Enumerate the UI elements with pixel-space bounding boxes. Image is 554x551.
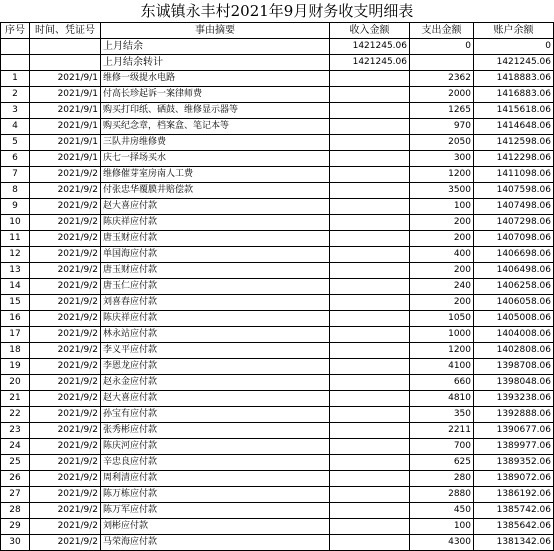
row-balance-cell: 1398048.06	[474, 375, 554, 391]
row-no-cell: 23	[1, 423, 30, 439]
row-balance-cell: 1406498.06	[474, 263, 554, 279]
row-expense-cell: 625	[410, 455, 474, 471]
row-no-cell: 6	[1, 151, 30, 167]
row-date-cell: 2021/9/2	[30, 311, 101, 327]
row-date-cell: 2021/9/2	[30, 487, 101, 503]
row-desc-cell: 辛忠良应付款	[101, 455, 330, 471]
row-desc-cell: 李恩龙应付款	[101, 359, 330, 375]
row-date-cell: 2021/9/1	[30, 103, 101, 119]
row-no-cell: 21	[1, 391, 30, 407]
row-desc-cell: 陈庆河应付款	[101, 439, 330, 455]
row-date-cell: 2021/9/2	[30, 183, 101, 199]
row-no-cell: 7	[1, 167, 30, 183]
row-no-cell: 26	[1, 471, 30, 487]
row-expense-cell: 2880	[410, 487, 474, 503]
row-no-cell: 3	[1, 103, 30, 119]
row-desc-cell: 周利清应付款	[101, 471, 330, 487]
row-balance-cell: 1406058.06	[474, 295, 554, 311]
table-row	[1, 487, 554, 503]
summary-row	[1, 39, 554, 55]
row-desc-cell: 陈庆祥应付款	[101, 215, 330, 231]
summary-expense-cell	[410, 55, 474, 71]
table-row	[1, 375, 554, 391]
row-desc-cell: 林永站应付款	[101, 327, 330, 343]
row-desc-cell: 赵大喜应付款	[101, 391, 330, 407]
row-no-cell: 14	[1, 279, 30, 295]
row-no-cell: 9	[1, 199, 30, 215]
row-expense-cell: 4300	[410, 535, 474, 551]
table-row	[1, 439, 554, 455]
row-balance-cell: 1407498.06	[474, 199, 554, 215]
table-row	[1, 423, 554, 439]
row-balance-cell: 1398708.06	[474, 359, 554, 375]
row-expense-cell: 4810	[410, 391, 474, 407]
row-expense-cell: 1000	[410, 327, 474, 343]
row-date-cell: 2021/9/2	[30, 247, 101, 263]
summary-date-cell	[30, 55, 101, 71]
row-date-cell: 2021/9/2	[30, 391, 101, 407]
row-date-cell: 2021/9/2	[30, 423, 101, 439]
row-no-cell: 15	[1, 295, 30, 311]
row-date-cell: 2021/9/2	[30, 471, 101, 487]
row-income-cell	[330, 103, 410, 119]
page-title: 东诚镇永丰村2021年9月财务收支明细表	[140, 2, 414, 20]
row-expense-cell: 2362	[410, 71, 474, 87]
row-no-cell: 4	[1, 119, 30, 135]
row-income-cell	[330, 87, 410, 103]
summary-row	[1, 55, 554, 71]
row-desc-cell: 庆七一择场买水	[101, 151, 330, 167]
row-expense-cell: 100	[410, 519, 474, 535]
row-no-cell: 30	[1, 535, 30, 551]
row-date-cell: 2021/9/2	[30, 503, 101, 519]
row-desc-cell: 孙宝有应付款	[101, 407, 330, 423]
summary-desc-cell: 上月结余	[101, 39, 330, 55]
row-no-cell: 18	[1, 343, 30, 359]
row-income-cell	[330, 359, 410, 375]
row-income-cell	[330, 503, 410, 519]
summary-date-cell	[30, 39, 101, 55]
row-income-cell	[330, 71, 410, 87]
row-no-cell: 13	[1, 263, 30, 279]
row-income-cell	[330, 247, 410, 263]
row-no-cell: 19	[1, 359, 30, 375]
summary-expense-cell: 0	[410, 39, 474, 55]
row-balance-cell: 1416883.06	[474, 87, 554, 103]
row-expense-cell: 240	[410, 279, 474, 295]
header-desc: 事由摘要	[101, 23, 330, 39]
row-date-cell: 2021/9/2	[30, 439, 101, 455]
summary-desc-cell: 上月结余转计	[101, 55, 330, 71]
row-desc-cell: 单国海应付款	[101, 247, 330, 263]
row-income-cell	[330, 487, 410, 503]
row-date-cell: 2021/9/2	[30, 231, 101, 247]
ledger-body	[1, 39, 554, 551]
row-income-cell	[330, 151, 410, 167]
row-desc-cell: 陈庆祥应付款	[101, 311, 330, 327]
row-no-cell: 27	[1, 487, 30, 503]
row-expense-cell: 4100	[410, 359, 474, 375]
table-row	[1, 519, 554, 535]
table-row	[1, 71, 554, 87]
row-income-cell	[330, 391, 410, 407]
row-balance-cell: 1405008.06	[474, 311, 554, 327]
row-desc-cell: 张秀彬应付款	[101, 423, 330, 439]
header-row	[1, 23, 554, 39]
row-expense-cell: 2211	[410, 423, 474, 439]
row-income-cell	[330, 279, 410, 295]
row-balance-cell: 1393238.06	[474, 391, 554, 407]
header-income: 收入金额	[330, 23, 410, 39]
row-expense-cell: 200	[410, 263, 474, 279]
table-row	[1, 231, 554, 247]
row-balance-cell: 1411098.06	[474, 167, 554, 183]
ledger-table	[0, 22, 554, 551]
row-date-cell: 2021/9/1	[30, 135, 101, 151]
row-desc-cell: 唐玉仁应付款	[101, 279, 330, 295]
row-expense-cell: 1265	[410, 103, 474, 119]
summary-income-cell: 1421245.06	[330, 39, 410, 55]
row-balance-cell: 1386192.06	[474, 487, 554, 503]
summary-balance-cell: 0	[474, 39, 554, 55]
row-no-cell: 12	[1, 247, 30, 263]
row-income-cell	[330, 135, 410, 151]
row-desc-cell: 付高长珍起诉一案律师费	[101, 87, 330, 103]
row-income-cell	[330, 327, 410, 343]
row-desc-cell: 购买纪念章，档案盒、笔记本等	[101, 119, 330, 135]
summary-balance-cell: 1421245.06	[474, 55, 554, 71]
row-desc-cell: 刘喜春应付款	[101, 295, 330, 311]
row-balance-cell: 1407098.06	[474, 231, 554, 247]
row-desc-cell: 赵大喜应付款	[101, 199, 330, 215]
table-row	[1, 535, 554, 551]
row-expense-cell: 970	[410, 119, 474, 135]
row-expense-cell: 200	[410, 231, 474, 247]
row-no-cell: 29	[1, 519, 30, 535]
header-expense: 支出金额	[410, 23, 474, 39]
row-date-cell: 2021/9/2	[30, 327, 101, 343]
row-balance-cell: 1390677.06	[474, 423, 554, 439]
header-date: 时间、凭证号	[30, 23, 101, 39]
row-income-cell	[330, 343, 410, 359]
row-date-cell: 2021/9/2	[30, 359, 101, 375]
table-row	[1, 343, 554, 359]
summary-no-cell	[1, 55, 30, 71]
row-income-cell	[330, 407, 410, 423]
row-expense-cell: 2000	[410, 87, 474, 103]
row-expense-cell: 450	[410, 503, 474, 519]
row-no-cell: 8	[1, 183, 30, 199]
row-expense-cell: 280	[410, 471, 474, 487]
row-income-cell	[330, 471, 410, 487]
row-income-cell	[330, 423, 410, 439]
row-expense-cell: 350	[410, 407, 474, 423]
table-row	[1, 407, 554, 423]
row-date-cell: 2021/9/2	[30, 279, 101, 295]
table-row	[1, 503, 554, 519]
row-desc-cell: 马荣海应付款	[101, 535, 330, 551]
row-expense-cell: 200	[410, 295, 474, 311]
row-expense-cell: 700	[410, 439, 474, 455]
row-desc-cell: 维修一级提水电路	[101, 71, 330, 87]
row-no-cell: 1	[1, 71, 30, 87]
row-no-cell: 20	[1, 375, 30, 391]
row-expense-cell: 1050	[410, 311, 474, 327]
table-row	[1, 167, 554, 183]
row-date-cell: 2021/9/2	[30, 375, 101, 391]
row-date-cell: 2021/9/2	[30, 295, 101, 311]
row-income-cell	[330, 311, 410, 327]
table-row	[1, 151, 554, 167]
table-row	[1, 183, 554, 199]
table-row	[1, 359, 554, 375]
row-no-cell: 10	[1, 215, 30, 231]
row-income-cell	[330, 183, 410, 199]
row-date-cell: 2021/9/2	[30, 343, 101, 359]
row-balance-cell: 1385642.06	[474, 519, 554, 535]
row-balance-cell: 1412298.06	[474, 151, 554, 167]
row-balance-cell: 1418883.06	[474, 71, 554, 87]
row-balance-cell: 1407298.06	[474, 215, 554, 231]
row-no-cell: 24	[1, 439, 30, 455]
row-date-cell: 2021/9/2	[30, 455, 101, 471]
row-income-cell	[330, 519, 410, 535]
row-balance-cell: 1406258.06	[474, 279, 554, 295]
row-date-cell: 2021/9/1	[30, 119, 101, 135]
row-no-cell: 28	[1, 503, 30, 519]
header-no: 序号	[1, 23, 30, 39]
table-row	[1, 87, 554, 103]
row-income-cell	[330, 455, 410, 471]
row-balance-cell: 1412598.06	[474, 135, 554, 151]
row-expense-cell: 1200	[410, 343, 474, 359]
row-date-cell: 2021/9/2	[30, 199, 101, 215]
row-date-cell: 2021/9/1	[30, 71, 101, 87]
row-income-cell	[330, 535, 410, 551]
row-balance-cell: 1415618.06	[474, 103, 554, 119]
row-expense-cell: 2050	[410, 135, 474, 151]
table-row	[1, 247, 554, 263]
row-no-cell: 22	[1, 407, 30, 423]
row-no-cell: 17	[1, 327, 30, 343]
table-row	[1, 199, 554, 215]
row-expense-cell: 400	[410, 247, 474, 263]
row-balance-cell: 1389977.06	[474, 439, 554, 455]
row-income-cell	[330, 263, 410, 279]
row-balance-cell: 1392888.06	[474, 407, 554, 423]
row-date-cell: 2021/9/2	[30, 263, 101, 279]
row-date-cell: 2021/9/2	[30, 519, 101, 535]
row-date-cell: 2021/9/1	[30, 151, 101, 167]
row-desc-cell: 购买打印纸、硒鼓、维修显示器等	[101, 103, 330, 119]
row-expense-cell: 200	[410, 215, 474, 231]
row-expense-cell: 300	[410, 151, 474, 167]
summary-no-cell	[1, 39, 30, 55]
table-row	[1, 327, 554, 343]
row-no-cell: 16	[1, 311, 30, 327]
row-desc-cell: 付张忠华覆膜井赔偿款	[101, 183, 330, 199]
row-income-cell	[330, 199, 410, 215]
row-expense-cell: 100	[410, 199, 474, 215]
row-expense-cell: 3500	[410, 183, 474, 199]
row-desc-cell: 唐玉财应付款	[101, 231, 330, 247]
row-balance-cell: 1407598.06	[474, 183, 554, 199]
table-row	[1, 135, 554, 151]
row-no-cell: 25	[1, 455, 30, 471]
row-expense-cell: 1200	[410, 167, 474, 183]
table-row	[1, 295, 554, 311]
row-desc-cell: 维修催芽室房南人工费	[101, 167, 330, 183]
table-row	[1, 215, 554, 231]
row-no-cell: 11	[1, 231, 30, 247]
table-row	[1, 279, 554, 295]
table-row	[1, 263, 554, 279]
row-no-cell: 2	[1, 87, 30, 103]
row-balance-cell: 1406698.06	[474, 247, 554, 263]
row-desc-cell: 三队井房维修费	[101, 135, 330, 151]
row-desc-cell: 刘彬应付款	[101, 519, 330, 535]
row-income-cell	[330, 215, 410, 231]
row-balance-cell: 1389352.06	[474, 455, 554, 471]
row-date-cell: 2021/9/1	[30, 87, 101, 103]
table-row	[1, 391, 554, 407]
row-desc-cell: 唐玉财应付款	[101, 263, 330, 279]
summary-income-cell: 1421245.06	[330, 55, 410, 71]
row-desc-cell: 赵永金应付款	[101, 375, 330, 391]
row-balance-cell: 1385742.06	[474, 503, 554, 519]
row-desc-cell: 李义平应付款	[101, 343, 330, 359]
row-no-cell: 5	[1, 135, 30, 151]
row-balance-cell: 1404008.06	[474, 327, 554, 343]
row-balance-cell: 1389072.06	[474, 471, 554, 487]
row-income-cell	[330, 167, 410, 183]
header-balance: 账户余额	[474, 23, 554, 39]
row-date-cell: 2021/9/2	[30, 407, 101, 423]
row-expense-cell: 660	[410, 375, 474, 391]
row-desc-cell: 陈万军应付款	[101, 503, 330, 519]
table-row	[1, 119, 554, 135]
row-income-cell	[330, 439, 410, 455]
row-date-cell: 2021/9/2	[30, 215, 101, 231]
table-row	[1, 311, 554, 327]
row-income-cell	[330, 119, 410, 135]
row-income-cell	[330, 231, 410, 247]
row-desc-cell: 陈万栋应付款	[101, 487, 330, 503]
row-date-cell: 2021/9/2	[30, 167, 101, 183]
table-row	[1, 471, 554, 487]
row-balance-cell: 1414648.06	[474, 119, 554, 135]
table-row	[1, 103, 554, 119]
row-income-cell	[330, 375, 410, 391]
row-income-cell	[330, 295, 410, 311]
table-row	[1, 455, 554, 471]
row-date-cell: 2021/9/2	[30, 535, 101, 551]
row-balance-cell: 1381342.06	[474, 535, 554, 551]
row-balance-cell: 1402808.06	[474, 343, 554, 359]
